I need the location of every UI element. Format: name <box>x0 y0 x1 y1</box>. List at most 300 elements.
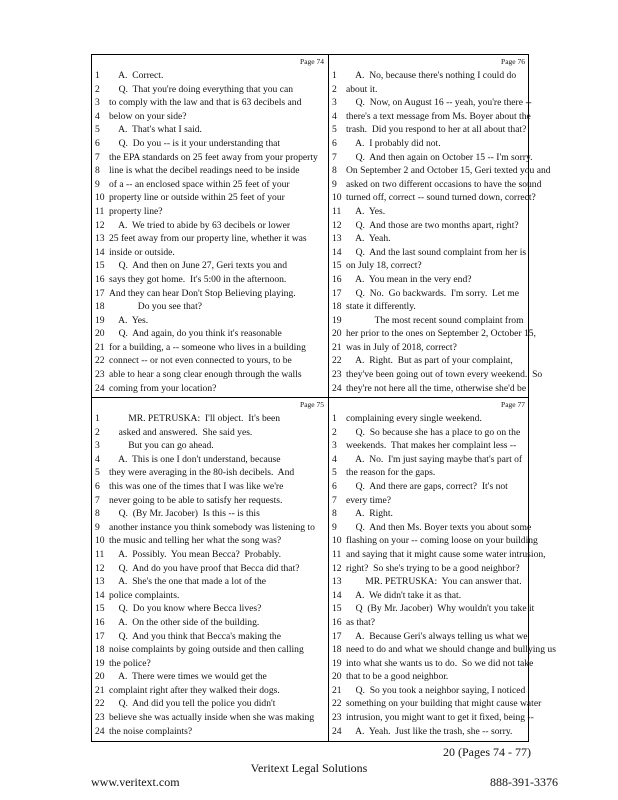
line-text: MR. PETRUSKA: You can answer that. <box>346 576 522 588</box>
line-number: 1 <box>332 413 337 424</box>
transcript-line <box>332 123 527 137</box>
panel-page-number: Page 75 <box>300 400 324 409</box>
line-text: asked and answered. She said yes. <box>109 426 253 438</box>
transcript-line <box>95 589 326 603</box>
line-number: 15 <box>95 603 105 615</box>
line-number: 3 <box>332 440 337 452</box>
transcript-line <box>95 259 326 273</box>
line-number: 15 <box>332 260 342 272</box>
line-number: 15 <box>95 260 105 272</box>
transcript-line <box>332 657 534 671</box>
transcript-line <box>332 164 551 178</box>
line-number: 17 <box>95 287 105 299</box>
line-text: A. I probably did not. <box>346 137 441 149</box>
line-number: 5 <box>95 467 100 479</box>
transcript-line <box>332 684 527 698</box>
line-number: 24 <box>95 725 105 737</box>
line-number: 23 <box>95 369 105 381</box>
line-number: 7 <box>332 494 337 506</box>
line-number: 18 <box>95 644 105 656</box>
line-number: 6 <box>332 137 337 149</box>
line-text: Q. And do you have proof that Becca did that? <box>109 562 300 574</box>
line-number: 11 <box>332 205 342 217</box>
transcript-line <box>332 232 527 246</box>
line-text: into what she wants us to do. So we did not take <box>346 657 534 669</box>
transcript-line <box>332 137 527 151</box>
line-text: A. No, because there's nothing I could do <box>346 70 517 81</box>
transcript-line <box>95 96 326 110</box>
transcript-line <box>95 354 326 368</box>
line-number: 8 <box>95 508 100 520</box>
transcript-line <box>332 191 536 205</box>
line-number: 2 <box>95 83 100 95</box>
line-text: 25 feet away from our property line, whether it was <box>109 233 307 245</box>
line-number: 5 <box>95 124 100 136</box>
transcript-line <box>332 548 546 562</box>
line-text: Q. So you took a neighbor saying, I noticed <box>346 684 526 696</box>
transcript-line <box>332 83 527 97</box>
line-number: 24 <box>332 725 342 737</box>
transcript-lines <box>332 69 551 395</box>
transcript-line <box>332 697 542 711</box>
transcript-line <box>332 725 527 739</box>
transcript-line <box>332 643 556 657</box>
transcript-line <box>332 412 527 426</box>
transcript-line <box>95 123 326 137</box>
line-text: turned off, correct -- sound turned down, correct? <box>346 192 536 204</box>
transcript-line <box>332 521 532 535</box>
line-number: 24 <box>332 382 342 394</box>
transcript-line <box>332 96 532 110</box>
line-number: 12 <box>95 219 105 231</box>
transcript-line <box>95 602 326 616</box>
line-text: intrusion, you might want to get it fixed, being -- <box>346 712 534 724</box>
line-number: 7 <box>95 494 100 506</box>
line-text: Q. (By Mr. Jacober) Is this -- is this <box>109 508 260 520</box>
line-number: 19 <box>332 657 342 669</box>
line-number: 8 <box>95 165 100 177</box>
transcript-line <box>332 382 527 396</box>
line-number: 5 <box>332 124 337 136</box>
transcript-line <box>332 630 527 644</box>
transcript-line <box>332 602 535 616</box>
line-number: 12 <box>332 562 342 574</box>
line-number: 9 <box>95 178 100 190</box>
line-text: Q. And again, do you think it's reasonable <box>109 328 282 340</box>
line-number: 10 <box>332 535 342 547</box>
transcript-line <box>95 711 326 725</box>
transcript-line <box>332 287 527 301</box>
transcript-line <box>95 300 326 314</box>
transcript-line <box>332 341 527 355</box>
line-number: 14 <box>95 246 105 258</box>
line-text: the EPA standards on 25 feet away from your property <box>109 151 318 163</box>
line-text: A. No. I'm just saying maybe that's part of <box>346 453 523 465</box>
transcript-line <box>95 205 326 219</box>
line-number: 11 <box>95 548 105 560</box>
transcript-line <box>332 453 527 467</box>
line-number: 15 <box>332 603 342 615</box>
line-text: And they can hear Don't Stop Believing playing. <box>109 287 296 299</box>
line-text: A. You mean in the very end? <box>346 273 472 285</box>
transcript-line <box>95 341 326 355</box>
transcript-line <box>95 616 326 630</box>
line-text: Q. And there are gaps, correct? It's not <box>346 480 508 492</box>
line-text: Q (By Mr. Jacober) Why wouldn't you take it <box>346 603 535 615</box>
line-text: A. That's what I said. <box>109 124 202 136</box>
transcript-line <box>332 259 527 273</box>
transcript-lines <box>332 412 556 738</box>
footer-company: Veritext Legal Solutions <box>250 761 368 775</box>
transcript-line <box>95 657 326 671</box>
line-number: 3 <box>95 440 100 452</box>
transcript-line <box>95 684 326 698</box>
line-text: need to do and what we should change and bullying us <box>346 644 556 656</box>
line-number: 11 <box>332 548 342 560</box>
transcript-line <box>332 466 527 480</box>
line-text: Do you see that? <box>109 301 202 313</box>
line-text: A. This is one I don't understand, because <box>109 453 281 465</box>
line-number: 7 <box>95 151 100 163</box>
line-text: state it differently. <box>346 301 416 313</box>
transcript-line <box>332 670 527 684</box>
line-number: 21 <box>95 341 105 353</box>
line-text: they were averaging in the 80-ish decibels. And <box>109 467 295 479</box>
line-text: Q. Do you know where Becca lives? <box>109 603 262 615</box>
transcript-line <box>95 368 326 382</box>
line-text: Q. So because she has a place to go on the <box>346 426 521 438</box>
line-number: 14 <box>95 589 105 601</box>
line-text: this was one of the times that I was like we're <box>109 480 284 492</box>
transcript-line <box>332 575 527 589</box>
line-number: 6 <box>95 480 100 492</box>
transcript-line <box>332 219 527 233</box>
line-text: to comply with the law and that is 63 decibels and <box>109 97 302 109</box>
transcript-line <box>95 412 326 426</box>
transcript-line <box>332 314 527 328</box>
line-text: able to hear a song clear enough through the walls <box>109 369 302 381</box>
line-number: 2 <box>95 426 100 438</box>
line-text: Q. And you think that Becca's making the <box>109 630 281 642</box>
line-number: 1 <box>95 413 100 424</box>
transcript-line <box>332 178 542 192</box>
line-text: A. Yeah. <box>346 233 391 245</box>
line-text: every time? <box>346 494 392 506</box>
line-text: connect -- or not even connected to yours, to be <box>109 355 292 367</box>
transcript-line <box>332 589 527 603</box>
line-text: A. On the other side of the building. <box>109 616 260 628</box>
panel-page-number: Page 74 <box>300 57 324 66</box>
line-text: Q. And those are two months apart, right? <box>346 219 519 231</box>
transcript-line <box>95 521 326 535</box>
line-text: A. There were times we would get the <box>109 671 267 683</box>
line-number: 23 <box>332 369 342 381</box>
line-number: 8 <box>332 508 337 520</box>
transcript-line <box>95 643 326 657</box>
line-number: 1 <box>332 70 337 81</box>
line-text: weekends. That makes her complaint less -- <box>346 440 517 452</box>
line-text: A. We tried to abide by 63 decibels or lower <box>109 219 291 231</box>
transcript-line <box>332 368 543 382</box>
line-number: 9 <box>332 178 337 190</box>
line-number: 24 <box>95 382 105 394</box>
line-number: 3 <box>332 97 337 109</box>
transcript-line <box>95 178 326 192</box>
line-number: 4 <box>95 453 100 465</box>
transcript-line <box>95 219 326 233</box>
line-number: 17 <box>95 630 105 642</box>
transcript-line <box>332 354 527 368</box>
line-text: complaining every single weekend. <box>346 413 482 424</box>
transcript-grid <box>91 54 556 742</box>
transcript-line <box>95 466 326 480</box>
transcript-line <box>332 273 527 287</box>
line-text: and saying that it might cause some water intrusion, <box>346 548 546 560</box>
line-text: A. Correct. <box>109 70 164 81</box>
line-text: as that? <box>346 616 376 628</box>
transcript-line <box>332 562 527 576</box>
line-text: there's a text message from Ms. Boyer about the <box>346 110 531 122</box>
transcript-line <box>95 725 326 739</box>
line-number: 22 <box>95 698 105 710</box>
line-number: 11 <box>95 205 105 217</box>
line-text: Q. And then Ms. Boyer texts you about some <box>346 521 532 533</box>
line-number: 8 <box>332 165 337 177</box>
transcript-line <box>95 164 326 178</box>
transcript-line <box>95 562 326 576</box>
transcript-line <box>332 507 527 521</box>
line-text: of a -- an enclosed space within 25 feet of your <box>109 178 290 190</box>
line-number: 10 <box>95 192 105 204</box>
transcript-lines <box>95 412 326 738</box>
line-text: Q. And did you tell the police you didn't <box>109 698 276 710</box>
footer-page-range: 20 (Pages 74 - 77) <box>443 745 531 759</box>
transcript-line <box>95 575 326 589</box>
line-number: 10 <box>95 535 105 547</box>
transcript-line <box>95 697 326 711</box>
line-number: 20 <box>332 671 342 683</box>
transcript-line <box>332 534 538 548</box>
line-text: the music and telling her what the song was? <box>109 535 282 547</box>
transcript-line <box>95 246 326 260</box>
transcript-line <box>95 548 326 562</box>
line-number: 16 <box>95 273 105 285</box>
panel-page-number: Page 76 <box>501 57 525 66</box>
line-text: the reason for the gaps. <box>346 467 436 479</box>
transcript-panel-page-75 <box>92 398 328 740</box>
transcript-line <box>332 69 527 83</box>
line-number: 20 <box>95 671 105 683</box>
transcript-line <box>95 382 326 396</box>
line-text: A. Possibly. You mean Becca? Probably. <box>109 548 281 560</box>
line-number: 4 <box>332 110 337 122</box>
line-number: 22 <box>332 698 342 710</box>
line-text: something on your building that might cause water <box>346 698 542 710</box>
line-number: 16 <box>95 616 105 628</box>
line-number: 18 <box>332 644 342 656</box>
line-number: 19 <box>95 657 105 669</box>
transcript-line <box>332 616 527 630</box>
transcript-line <box>332 711 534 725</box>
line-text: A. We didn't take it as that. <box>346 589 462 601</box>
transcript-line <box>95 630 326 644</box>
transcript-line <box>332 494 527 508</box>
line-number: 17 <box>332 287 342 299</box>
transcript-line <box>332 151 533 165</box>
transcript-line <box>95 534 326 548</box>
line-number: 2 <box>332 426 337 438</box>
line-number: 12 <box>95 562 105 574</box>
line-text: another instance you think somebody was listening to <box>109 521 315 533</box>
line-text: Q. That you're doing everything that you can <box>109 83 294 95</box>
line-text: But you can go ahead. <box>109 440 214 452</box>
transcript-line <box>332 480 527 494</box>
line-number: 22 <box>332 355 342 367</box>
line-number: 19 <box>332 314 342 326</box>
line-number: 20 <box>95 328 105 340</box>
line-number: 2 <box>332 83 337 95</box>
transcript-line <box>95 494 326 508</box>
line-text: Q. And then on June 27, Geri texts you and <box>109 260 287 272</box>
line-text: Q. No. Go backwards. I'm sorry. Let me <box>346 287 519 299</box>
line-number: 9 <box>95 521 100 533</box>
transcript-line <box>95 327 326 341</box>
transcript-line <box>95 151 326 165</box>
line-number: 22 <box>95 355 105 367</box>
transcript-line <box>332 246 527 260</box>
transcript-line <box>95 507 326 521</box>
line-text: flashing on your -- coming loose on your building <box>346 535 538 547</box>
transcript-line <box>95 273 326 287</box>
line-text: her prior to the ones on September 2, October 15, <box>346 328 536 340</box>
line-text: police complaints. <box>109 589 180 601</box>
line-text: they've been going out of town every weekend. So <box>346 369 543 381</box>
line-number: 18 <box>332 301 342 313</box>
transcript-line <box>95 287 326 301</box>
line-text: Q. And then again on October 15 -- I'm sorry. <box>346 151 533 163</box>
line-text: about it. <box>346 83 378 95</box>
line-number: 14 <box>332 589 342 601</box>
line-text: on July 18, correct? <box>346 260 422 272</box>
line-text: right? So she's trying to be a good neighbor? <box>346 562 520 574</box>
line-number: 16 <box>332 273 342 285</box>
line-text: they're not here all the time, otherwise she'd be <box>346 382 527 394</box>
transcript-line <box>95 69 326 83</box>
line-number: 10 <box>332 192 342 204</box>
line-text: A. Yes. <box>346 205 386 217</box>
line-text: MR. PETRUSKA: I'll object. It's been <box>109 413 281 424</box>
line-text: complaint right after they walked their dogs. <box>109 684 280 696</box>
transcript-line <box>332 300 527 314</box>
transcript-panel-page-74 <box>92 55 328 397</box>
line-text: never going to be able to satisfy her requests. <box>109 494 283 506</box>
line-number: 18 <box>95 301 105 313</box>
footer-website-link[interactable]: www.veritext.com <box>91 775 180 789</box>
line-number: 17 <box>332 630 342 642</box>
line-text: The most recent sound complaint from <box>346 314 524 326</box>
transcript-line <box>95 83 326 97</box>
transcript-line <box>95 314 326 328</box>
line-number: 20 <box>332 328 342 340</box>
transcript-panel-page-77 <box>329 398 556 740</box>
transcript-line <box>95 670 326 684</box>
line-text: A. Right. But as part of your complaint, <box>346 355 513 367</box>
line-number: 7 <box>332 151 337 163</box>
line-text: believe she was actually inside when she was making <box>109 712 315 724</box>
transcript-line <box>332 110 531 124</box>
transcript-line <box>332 439 527 453</box>
line-number: 1 <box>95 70 100 81</box>
line-text: Q. Now, on August 16 -- yeah, you're there -- <box>346 97 532 109</box>
transcript-line <box>95 110 326 124</box>
line-number: 13 <box>95 576 105 588</box>
line-text: below on your side? <box>109 110 187 122</box>
transcript-lines <box>95 69 326 395</box>
line-text: noise complaints by going outside and then calling <box>109 644 304 656</box>
transcript-line <box>95 191 326 205</box>
line-number: 4 <box>95 110 100 122</box>
line-text: the noise complaints? <box>109 725 193 737</box>
line-text: says they got home. It's 5:00 in the afternoon. <box>109 273 287 285</box>
transcript-panel-page-76 <box>329 55 551 397</box>
transcript-line <box>95 137 326 151</box>
line-number: 14 <box>332 246 342 258</box>
line-text: A. Yeah. Just like the trash, she -- sorry. <box>346 725 513 737</box>
line-text: trash. Did you respond to her at all about that? <box>346 124 527 136</box>
transcript-line <box>332 426 527 440</box>
panel-page-number: Page 77 <box>501 400 525 409</box>
line-text: A. Right. <box>346 508 393 520</box>
transcript-line <box>95 426 326 440</box>
line-number: 21 <box>332 341 342 353</box>
footer-phone: 888-391-3376 <box>490 775 558 789</box>
line-number: 16 <box>332 616 342 628</box>
line-number: 19 <box>95 314 105 326</box>
line-number: 12 <box>332 219 342 231</box>
line-number: 4 <box>332 453 337 465</box>
line-number: 9 <box>332 521 337 533</box>
line-text: A. Because Geri's always telling us what we <box>346 630 528 642</box>
line-text: inside or outside. <box>109 246 175 258</box>
transcript-line <box>95 480 326 494</box>
line-text: On September 2 and October 15, Geri texted you and <box>346 165 551 177</box>
line-text: the police? <box>109 657 151 669</box>
line-number: 13 <box>95 233 105 245</box>
line-number: 13 <box>332 576 342 588</box>
line-text: that to be a good neighbor. <box>346 671 449 683</box>
line-number: 6 <box>332 480 337 492</box>
line-text: A. She's the one that made a lot of the <box>109 576 267 588</box>
line-text: Q. Do you -- is it your understanding that <box>109 137 281 149</box>
line-number: 13 <box>332 233 342 245</box>
transcript-line <box>95 232 326 246</box>
line-text: property line or outside within 25 feet of your <box>109 192 285 204</box>
line-number: 21 <box>332 684 342 696</box>
transcript-line <box>95 453 326 467</box>
line-text: A. Yes. <box>109 314 149 326</box>
line-text: was in July of 2018, correct? <box>346 341 457 353</box>
line-number: 6 <box>95 137 100 149</box>
line-text: property line? <box>109 205 163 217</box>
transcript-line <box>332 327 536 341</box>
line-text: coming from your location? <box>109 382 217 394</box>
line-number: 23 <box>95 712 105 724</box>
transcript-line <box>95 439 326 453</box>
transcript-line <box>332 205 527 219</box>
line-number: 23 <box>332 712 342 724</box>
line-number: 3 <box>95 97 100 109</box>
line-text: line is what the decibel readings need to be inside <box>109 165 300 177</box>
